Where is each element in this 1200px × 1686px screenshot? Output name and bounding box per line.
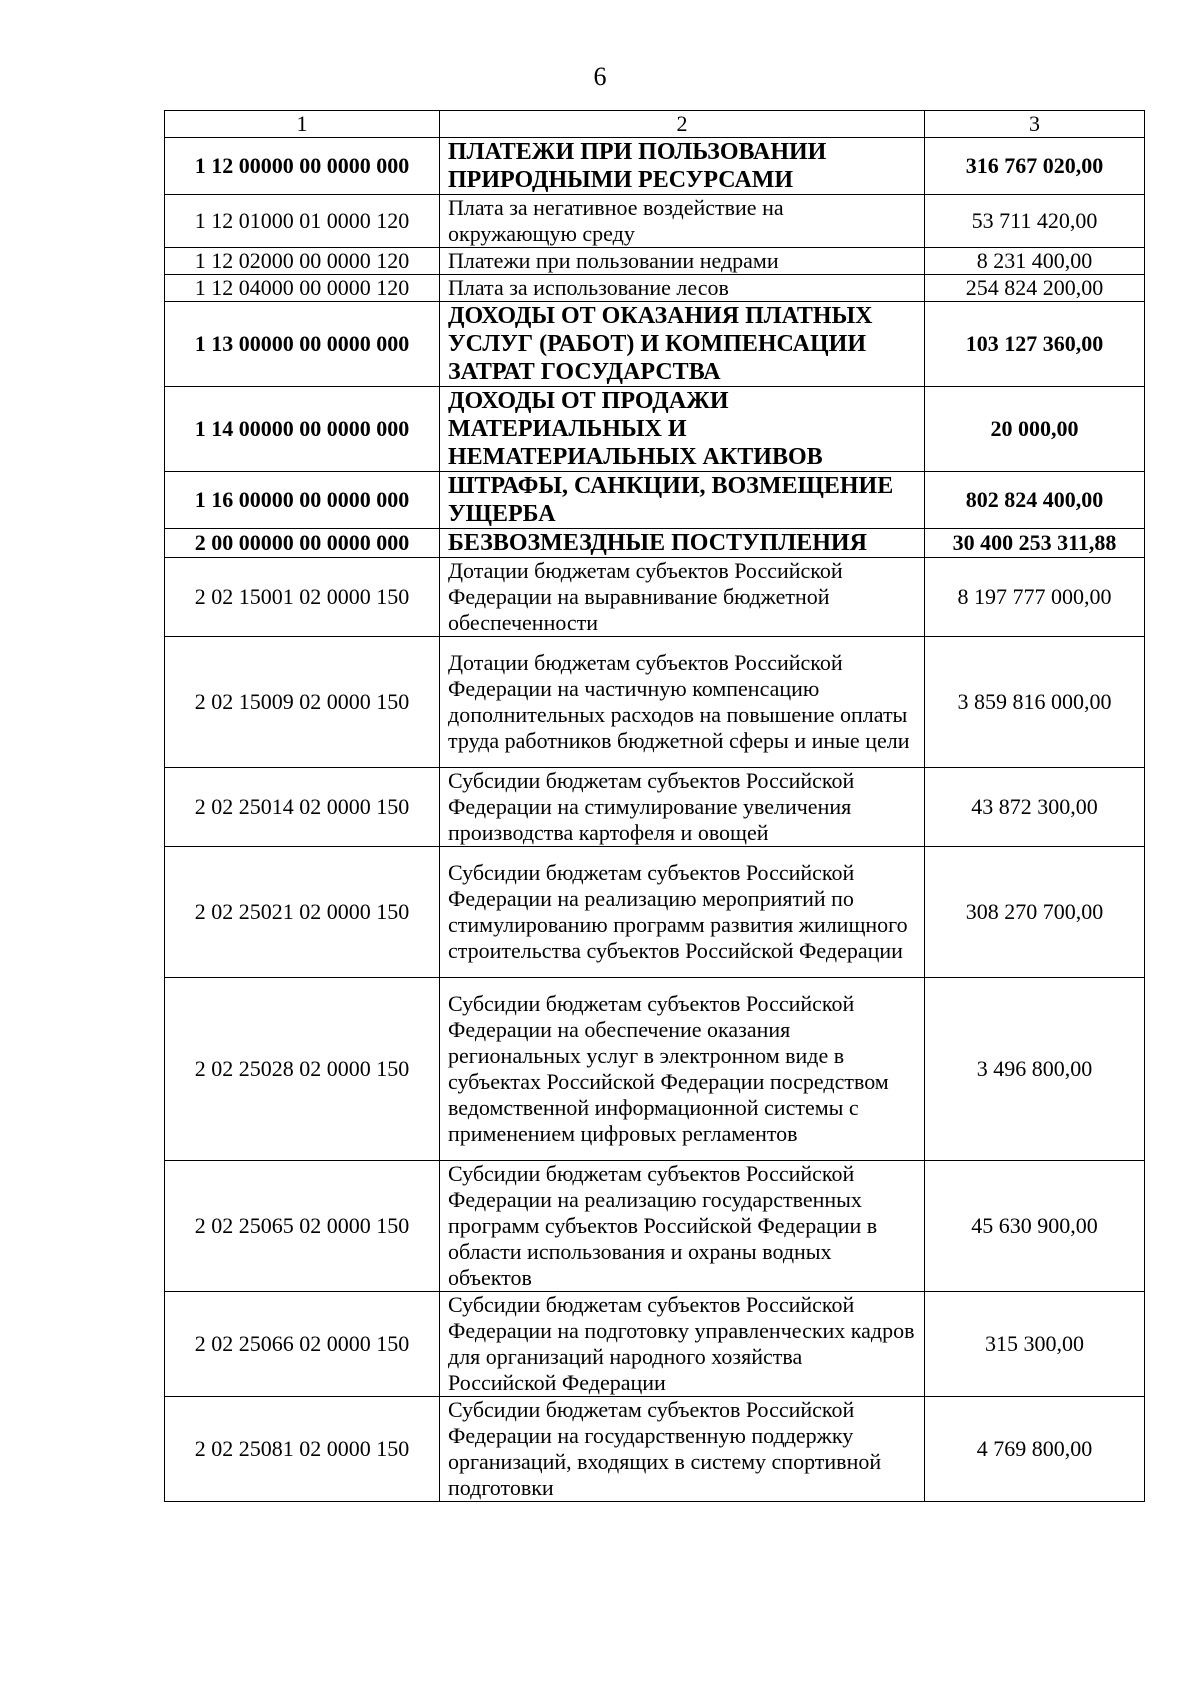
table-row	[165, 1161, 1145, 1292]
row-name-cell: Субсидии бюджетам субъектов Российской Федерации на государственную поддержку организаций, входящих в систему спортивной подготовки	[440, 1397, 925, 1502]
row-code-cell: 2 00 00000 00 0000 000	[165, 529, 440, 558]
row-amount-cell: 315 300,00	[925, 1292, 1145, 1397]
row-amount-cell: 103 127 360,00	[925, 302, 1145, 387]
row-name-cell: Дотации бюджетам субъектов Российской Федерации на частичную компенсацию дополнительных расходов на повышение оплаты труда работников бюджетной сферы и иные цели	[440, 637, 925, 768]
row-amount-cell: 53 711 420,00	[925, 195, 1145, 248]
row-amount-cell: 20 000,00	[925, 387, 1145, 472]
row-amount-cell: 3 859 816 000,00	[925, 637, 1145, 768]
table-row	[165, 472, 1145, 529]
row-amount-cell: 4 769 800,00	[925, 1397, 1145, 1502]
row-name-cell: БЕЗВОЗМЕЗДНЫЕ ПОСТУПЛЕНИЯ	[440, 529, 925, 558]
row-code-cell: 1 13 00000 00 0000 000	[165, 302, 440, 387]
row-amount-cell: 8 231 400,00	[925, 248, 1145, 275]
row-code-cell: 2 02 25014 02 0000 150	[165, 768, 440, 847]
row-amount-cell: 30 400 253 311,88	[925, 529, 1145, 558]
row-amount-cell: 45 630 900,00	[925, 1161, 1145, 1292]
row-amount-cell: 316 767 020,00	[925, 138, 1145, 195]
row-name-cell: Субсидии бюджетам субъектов Российской Федерации на подготовку управленческих кадров для организаций народного хозяйства Российской Федерации	[440, 1292, 925, 1397]
row-name-cell: Плата за использование лесов	[440, 275, 925, 302]
row-code-cell: 1 14 00000 00 0000 000	[165, 387, 440, 472]
table-row	[165, 768, 1145, 847]
page-number: 6	[593, 62, 607, 91]
header-cell-name: 2	[440, 111, 925, 138]
header-cell-code: 1	[165, 111, 440, 138]
row-code-cell: 1 12 02000 00 0000 120	[165, 248, 440, 275]
row-amount-cell: 43 872 300,00	[925, 768, 1145, 847]
row-amount-cell: 308 270 700,00	[925, 847, 1145, 978]
row-amount-cell: 802 824 400,00	[925, 472, 1145, 529]
row-amount-cell: 8 197 777 000,00	[925, 558, 1145, 637]
row-name-cell: Субсидии бюджетам субъектов Российской Федерации на реализацию мероприятий по стимулированию программ развития жилищного строительства субъектов Российской Федерации	[440, 847, 925, 978]
table-row	[165, 387, 1145, 472]
table-header-row	[165, 111, 1145, 138]
table-row	[165, 138, 1145, 195]
row-code-cell: 1 12 04000 00 0000 120	[165, 275, 440, 302]
row-name-cell: Субсидии бюджетам субъектов Российской Федерации на реализацию государственных программ субъектов Российской Федерации в области использования и охраны водных объектов	[440, 1161, 925, 1292]
table-row	[165, 558, 1145, 637]
row-name-cell: Субсидии бюджетам субъектов Российской Федерации на обеспечение оказания региональных услуг в электронном виде в субъектах Российской Федерации посредством ведомственной информационной системы с применением цифровых регламентов	[440, 978, 925, 1161]
budget-revenue-table	[164, 110, 1145, 1502]
table-row	[165, 275, 1145, 302]
row-code-cell: 2 02 25028 02 0000 150	[165, 978, 440, 1161]
row-code-cell: 2 02 25065 02 0000 150	[165, 1161, 440, 1292]
row-name-cell: Дотации бюджетам субъектов Российской Федерации на выравнивание бюджетной обеспеченности	[440, 558, 925, 637]
row-code-cell: 1 12 01000 01 0000 120	[165, 195, 440, 248]
table-row	[165, 1397, 1145, 1502]
row-name-cell: Субсидии бюджетам субъектов Российской Федерации на стимулирование увеличения производства картофеля и овощей	[440, 768, 925, 847]
row-name-cell: ПЛАТЕЖИ ПРИ ПОЛЬЗОВАНИИ ПРИРОДНЫМИ РЕСУРСАМИ	[440, 138, 925, 195]
table-row	[165, 1292, 1145, 1397]
row-code-cell: 2 02 15001 02 0000 150	[165, 558, 440, 637]
table-row	[165, 195, 1145, 248]
row-name-cell: ШТРАФЫ, САНКЦИИ, ВОЗМЕЩЕНИЕ УЩЕРБА	[440, 472, 925, 529]
table-row	[165, 637, 1145, 768]
row-name-cell: ДОХОДЫ ОТ ОКАЗАНИЯ ПЛАТНЫХ УСЛУГ (РАБОТ) И КОМПЕНСАЦИИ ЗАТРАТ ГОСУДАРСТВА	[440, 302, 925, 387]
row-amount-cell: 3 496 800,00	[925, 978, 1145, 1161]
row-name-cell: Платежи при пользовании недрами	[440, 248, 925, 275]
row-code-cell: 2 02 15009 02 0000 150	[165, 637, 440, 768]
header-cell-amount: 3	[925, 111, 1145, 138]
table-row	[165, 302, 1145, 387]
row-code-cell: 1 12 00000 00 0000 000	[165, 138, 440, 195]
row-amount-cell: 254 824 200,00	[925, 275, 1145, 302]
table-row	[165, 847, 1145, 978]
row-code-cell: 1 16 00000 00 0000 000	[165, 472, 440, 529]
row-name-cell: Плата за негативное воздействие на окружающую среду	[440, 195, 925, 248]
table-row	[165, 248, 1145, 275]
row-code-cell: 2 02 25066 02 0000 150	[165, 1292, 440, 1397]
table-row	[165, 529, 1145, 558]
row-code-cell: 2 02 25021 02 0000 150	[165, 847, 440, 978]
row-code-cell: 2 02 25081 02 0000 150	[165, 1397, 440, 1502]
table-row	[165, 978, 1145, 1161]
row-name-cell: ДОХОДЫ ОТ ПРОДАЖИ МАТЕРИАЛЬНЫХ И НЕМАТЕРИАЛЬНЫХ АКТИВОВ	[440, 387, 925, 472]
